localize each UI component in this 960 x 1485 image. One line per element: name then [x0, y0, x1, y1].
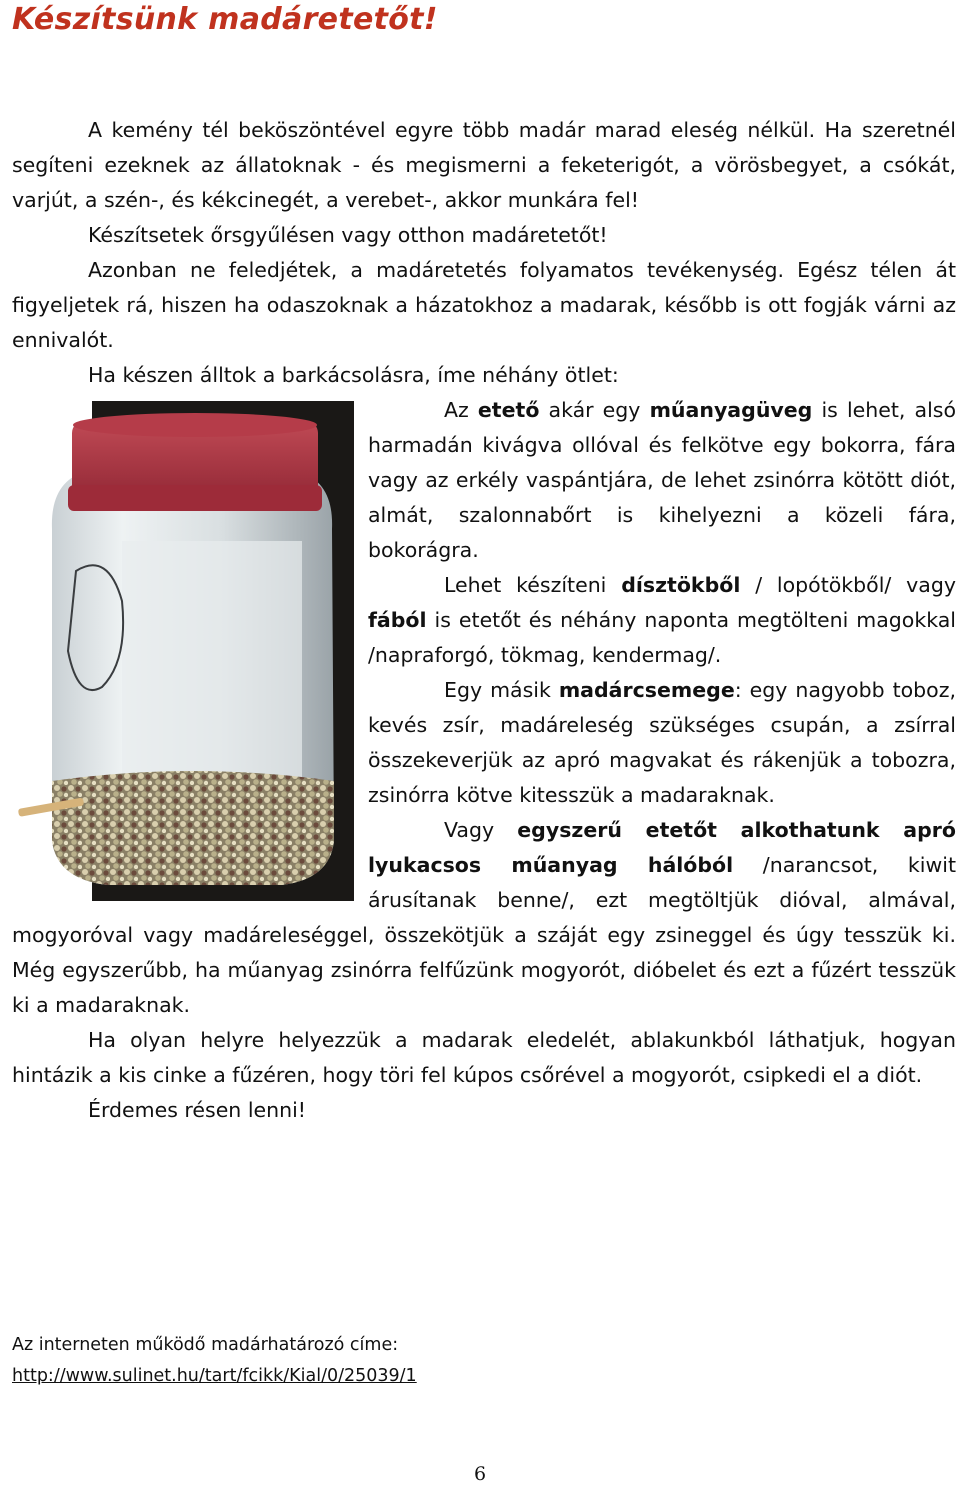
article-body — [12, 113, 956, 1128]
closing-line: Érdemes résen lenni! — [88, 1098, 307, 1122]
observation-paragraph: Ha olyan helyre helyezzük a madarak eledelét, ablakunkból láthatjuk, hogyan hintázik a kis cinke a fűzéren, hogy töri fel kúpos csőrével a mogyorót, csipkedi el a diót. — [12, 1028, 956, 1087]
bird-feeder-photo — [12, 401, 354, 901]
idea-pinecone-treat: Egy másik madárcsemege: egy nagyobb toboz, kevés zsír, madáreleség szükséges csupán, a zsírral összekeverjük az apró magvakat és rákenjük a tobozra, zsinórra kötve kitesszük a madaraknak. — [368, 678, 956, 807]
idea-net-feeder: Vagy egyszerű etetőt alkothatunk apró lyukacsos műanyag hálóból /narancsot, kiwit árusítanak benne/, ezt megtöltjük dióval, almával, mogyoróval vagy madáreleséggel, összekötjük a száját egy zsineggel és úgy tesszük ki. Még egyszerűbb, ha műanyag zsinórra felfűzünk mogyorót, dióbelet és ezt a fűzért tesszük ki a madaraknak. — [12, 818, 956, 1017]
intro-call-to-action: Készítsetek őrsgyűlésen vagy otthon madáretetőt! — [88, 223, 608, 247]
idea-gourd-wood: Lehet készíteni dísztökből / lopótökből/ vagy fából is etetőt és néhány naponta megtölteni magokkal /napraforgó, tökmag, kendermag/. — [368, 573, 957, 667]
page-title: Készítsünk madáretetőt! — [12, 2, 438, 37]
footer-label: Az interneten működő madárhatározó címe: — [12, 1335, 399, 1355]
intro-ideas-lead: Ha készen álltok a barkácsolásra, íme néhány ötlet: — [88, 363, 619, 387]
intro-reminder: Azonban ne feledjétek, a madáretetés folyamatos tevékenység. Egész télen át figyeljetek rá, hiszen ha odaszoknak a házatokhoz a madarak, később is ott fogják várni az ennivalót. — [12, 258, 956, 352]
page-number: 6 — [473, 1463, 487, 1485]
intro-paragraph: A kemény tél beköszöntével egyre több madár marad eleség nélkül. Ha szeretnél segíteni ezeknek az állatoknak - és megismerni a feketerigót, a vörösbegyet, a csókát, varjút, a szén-, és kékcinegét, a verebet-, akkor munkára fel! — [12, 118, 956, 212]
idea-plastic-bottle: Az etető akár egy műanyagüveg is lehet, alsó harmadán kivágva ollóval és felkötve egy bokorra, fára vagy az erkély vaspántjára, de lehet zsinórra kötött diót, almát, szalonnabőrt is kihelyezni a közeli fára, bokorágra. — [368, 398, 957, 562]
bird-identifier-link[interactable]: http://www.sulinet.hu/tart/fcikk/Kial/0/25039/1 — [12, 1366, 417, 1386]
footer-reference — [12, 1330, 417, 1392]
